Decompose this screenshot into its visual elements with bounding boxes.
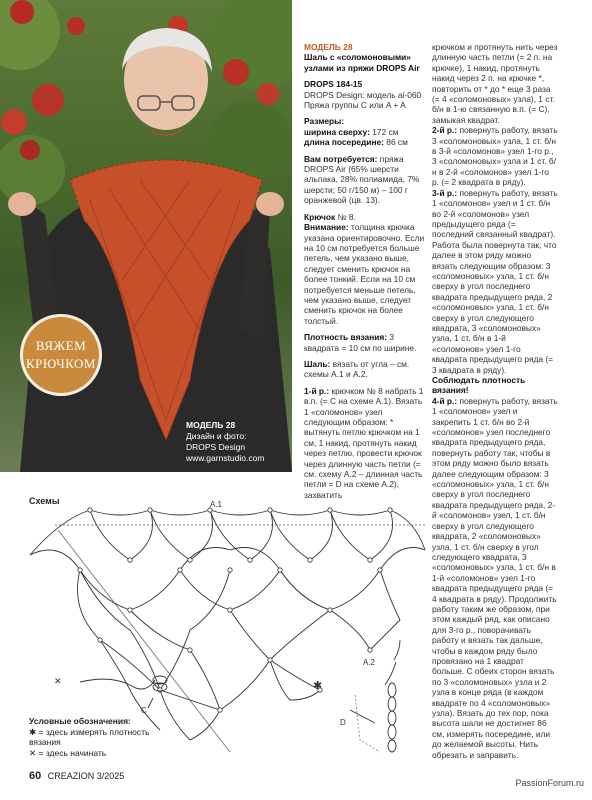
density-text: 3 квадрата = 10 см по ширине. <box>304 332 417 353</box>
materials-text: пряжа DROPS Air (65% шерсти альпака, 28% полиамида, 7% шерсти; 50 г/150 м) – 100 г оранжевой (цв. 13). <box>304 153 420 206</box>
photo-credit <box>186 420 291 464</box>
chart-label-c: C <box>141 706 147 715</box>
design-info: DROPS Design: модель ai-060 <box>304 89 422 100</box>
chart-knots <box>78 508 392 712</box>
row1-text: крючком № 8 набрать 1 в.п. (= C на схеме A.1). Вязать 1 «соломонов» узел следующим образом: * вытянуть петлю крючком на 1 см, 1 накид, протянуть накид через петлю, провести крючок через длинную часть петли (= см. схему A.2 – длинная часть петли = D на схеме A.2), захватить <box>304 385 424 500</box>
model-photo <box>0 0 292 472</box>
a2-loops <box>388 683 396 752</box>
magazine-issue: CREAZION 3/2025 <box>47 771 125 781</box>
legend <box>29 716 169 758</box>
yarn-group: Пряжа группы C или A + A <box>304 100 406 111</box>
row3-text: повернуть работу, вязать 1 «соломонов» узел и 1 ст. б/н во 2-й «соломонов» узел предыдущего ряда (= последний связанный квадрат). Работа была повернута так, что далее в этом ряду можно вязать следующим образом: 3 «соломоновых» узла, 1 ст. б/н сверху в угол последнего квадрата предыдущего ряда, 2 «соломоновых» узла, 1 ст. б/н сверху в угол следующего квадрата, 3 «соломоновых» узла, 1 ст. б/н в 1-й «соломонов» узел 1-го квадрата предыдущего ряда (= 3 квадрата в ряду). <box>432 187 558 375</box>
hook-label: Крючок <box>304 211 336 222</box>
legend-cross-text: = здесь начинать <box>38 747 107 758</box>
pattern-code: DROPS 184-15 <box>304 79 363 90</box>
row1-continued: крючком и протянуть нить через длинную часть петли (= 2 п. на крючке), 1 накид, протянуть накид через 2 п. на крючке *, повторить от * до * еще 3 раза (= 4 «соломоновых» узла), 1 ст. б/н в 1-ю связанную в.п. (= C), замыкая квадрат. <box>432 42 558 125</box>
text-column-2 <box>432 42 558 760</box>
article-title: Шаль с «соломоновыми» узлами из пряжи DROPS Air <box>304 52 420 73</box>
legend-star-text: = здесь измерять плотность вязания <box>29 726 150 747</box>
length-label: длина посередине: <box>304 137 384 148</box>
page-footer <box>29 770 124 782</box>
density-label: Плотность вязания: <box>304 332 388 343</box>
length-value: 86 см <box>386 137 408 148</box>
credit-title: МОДЕЛЬ 28 <box>186 420 236 430</box>
hook-value: № 8. <box>337 211 356 222</box>
row2-text: повернуть работу, вязать 3 «соломоновых» узла, 1 ст. б/н в 3-й «соломонов» узел 1-го р., 3 «соломоновых» узла и 1 ст. б/н в 2-й «соломонов» узел 1-го р. (= 2 квадрата в ряду). <box>432 125 558 188</box>
shawl-text: вязать от угла – см. схемы A.1 и A.2. <box>304 358 410 380</box>
text-column-1 <box>304 42 426 500</box>
page-number: 60 <box>29 770 42 782</box>
legend-cross-icon: ✕ <box>29 747 37 758</box>
photo-illustration <box>0 0 292 472</box>
row1-label: 1-й р.: <box>304 385 330 396</box>
shawl-label: Шаль: <box>304 358 331 369</box>
materials-label: Вам потребуется: <box>304 153 378 164</box>
sizes-label: Размеры: <box>304 116 345 127</box>
watermark: PassionForum.ru <box>515 778 584 788</box>
row3-label: 3-й р.: <box>432 187 458 198</box>
chart-lattice <box>30 510 425 740</box>
width-value: 172 см <box>372 126 399 137</box>
chart-label-a2: A.2 <box>363 658 376 667</box>
density-reminder: Соблюдать плотность вязания! <box>432 375 526 396</box>
row4-label: 4-й р.: <box>432 395 458 406</box>
width-label: ширина сверху: <box>304 126 370 137</box>
chart-cross-marker: ✕ <box>54 676 62 686</box>
row2-label: 2-й р.: <box>432 125 458 136</box>
credit-line3: www.garnstudio.com <box>186 453 265 463</box>
legend-star-icon: ✱ <box>29 726 37 737</box>
chart-label-d: D <box>340 718 346 727</box>
attention-label: Внимание: <box>304 222 349 233</box>
chart-label-a1: A.1 <box>210 500 223 509</box>
legend-title: Условные обозначения: <box>29 716 131 726</box>
attention-text: толщина крючка указана ориентировочно. Если на 10 см потребуется больше петель, чем указано выше, следует сменить крючок на более тонкий. Если на 10 см потребуется меньше петель, чем указано выше, следует сменить крючок на более толстый. <box>304 222 425 326</box>
badge-line1: ВЯЖЕМ <box>35 338 87 353</box>
credit-line2: DROPS Design <box>186 442 246 452</box>
schemes-label: Схемы <box>29 496 60 506</box>
chart-star-marker: ✱ <box>313 680 323 692</box>
crochet-badge <box>20 314 102 396</box>
credit-line1: Дизайн и фото: <box>186 431 247 441</box>
row4-text: повернуть работу, вязать 1 «соломонов» узел и закрепить 1 ст. б/н во 2-й «соломонов» узел последнего квадрата предыдущего ряда, повернуть работу так, чтобы в этом ряду можно было вязать далее следующим образом: 3 «соломоновых» узла, 1 ст. б/н сверху в угол последнего квадрата предыдущего ряда, 2-й «соломонов» узел, 1 ст. б/н сверху в угол следующего квадрата, 2 «соломоновых» узла, 1 ст. б/н сверху в угол следующего квадрата, 3 «соломоновых» узла, 1 ст. б/н в 1-й «соломонов» узел 1-го квадрата предыдущего ряда (= 4 квадрата в ряду). Продолжить работу таким же образом, при этом каждый ряд, как описано для 3-го р., поворачивать работу и вязать так дальше, чтобы в каждом ряду было провязано на 1 квадрат больше. С обеих сторон вязать по 3 «соломоновых» узла и 2 узла в конце ряда (в каждом квадрате по 4 «соломоновых» узла). Вязать до тех пор, пока высота шали не достигнет 86 см, измерять посередине, или до желаемой высоты. Нить обрезать и заправить. <box>432 395 558 760</box>
badge-line2: КРЮЧКОМ <box>25 356 96 371</box>
model-number: МОДЕЛЬ 28 <box>304 42 353 52</box>
